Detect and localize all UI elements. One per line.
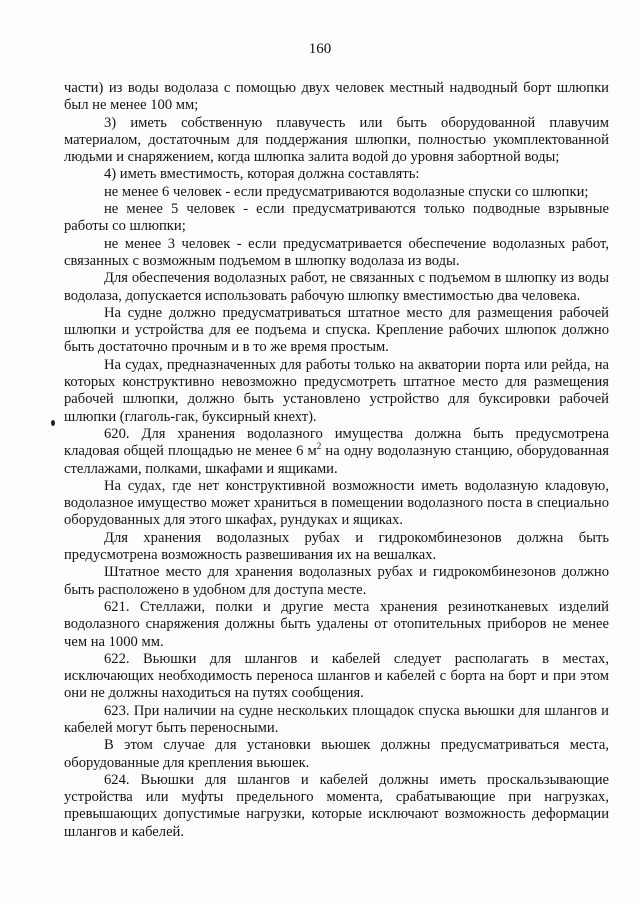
paragraph-621: 621. Стеллажи, полки и другие места хранения резинотканевых изделий водолазного снаряжения должны быть удалены от отопительных приборов не менее чем на 1000 мм. xyxy=(64,598,609,650)
paragraph-hangers: Для хранения водолазных рубах и гидрокомбинезонов должна быть предусмотрена возможность развешивания их на вешалках. xyxy=(64,529,609,564)
paragraph-620-text-end: на одну водолазную станцию, оборудованная стеллажами, полками, шкафами и ящиками. xyxy=(64,443,610,477)
scan-speck xyxy=(51,420,55,426)
paragraph-capacity-3: не менее 3 человек - если предусматривается обеспечение водолазных работ, связанных с возможным подъемом в шлюпку водолаза из воды. xyxy=(64,235,609,269)
paragraph-capacity-6: не менее 6 человек - если предусматриваются водолазные спуски со шлюпки; xyxy=(104,183,589,200)
superscript-2: 2 xyxy=(316,441,322,452)
paragraph-two-person-boat: Для обеспечения водолазных работ, не связанных с подъемом в шлюпку из воды водолаза, допускается использовать рабочую шлюпку вместимостью два человека. xyxy=(64,270,609,304)
paragraph-624: 624. Вьюшки для шлангов и кабелей должны иметь проскальзывающие устройства или муфты предельного момента, срабатывающие при нагрузках, превышающих допустимые нагрузки, которые исключают возможность деформации шлангов и кабелей. xyxy=(64,771,609,840)
paragraph-620 xyxy=(64,426,609,478)
paragraph-buoyancy: 3) иметь собственную плавучесть или быть оборудованной плавучим материалом, достаточным для поддержания шлюпки, полностью укомплектованной людьми и снаряжением, когда шлюпка залита водой до уровня забортной воды; xyxy=(64,114,609,166)
document-body xyxy=(64,80,609,841)
paragraph-620-text: 620. Для хранения водолазного имущества должна быть предусмотрена кладовая общей площадью не менее 6 м xyxy=(64,425,609,460)
paragraph-623: 623. При наличии на судне нескольких площадок спуска вьюшки для шлангов и кабелей могут быть переносными. xyxy=(64,702,609,736)
paragraph-622: 622. Вьюшки для шлангов и кабелей следует располагать в местах, исключающих необходимость переноса шлангов и кабелей с борта на борт и при этом они не должны находиться на путях сообщения. xyxy=(64,650,609,702)
paragraph-reel-mounts: В этом случае для установки вьюшек должны предусматриваться места, оборудованные для крепления вьюшек. xyxy=(64,737,609,771)
paragraph-boat-stowage: На судне должно предусматриваться штатное место для размещения рабочей шлюпки и устройства для ее подъема и спуска. Крепление рабочих шлюпок должно быть достаточно прочным и в то же время простым. xyxy=(64,304,609,356)
paragraph-boat-freeboard: части) из воды водолаза с помощью двух человек местный надводный борт шлюпки был не менее 100 мм; xyxy=(64,80,609,114)
paragraph-towing-device: На судах, предназначенных для работы только на акватории порта или рейда, на которых конструктивно невозможно предусмотреть штатное место для размещения рабочей шлюпки, должно быть установлено устройство для буксировки рабочей шлюпки (глаголь-гак, буксирный кнехт). xyxy=(64,356,609,425)
page-number: 160 xyxy=(308,41,332,57)
paragraph-storage-alternative: На судах, где нет конструктивной возможности иметь водолазную кладовую, водолазное имущество может храниться в помещении водолазного поста в специально оборудованных для этого шкафах, рундуках и ящиках. xyxy=(64,477,609,529)
paragraph-storage-place: Штатное место для хранения водолазных рубах и гидрокомбинезонов должно быть расположено в удобном для доступа месте. xyxy=(64,564,609,598)
paragraph-capacity: 4) иметь вместимость, которая должна составлять: xyxy=(104,166,420,183)
paragraph-capacity-5: не менее 5 человек - если предусматриваются только подводные взрывные работы со шлюпки; xyxy=(64,201,609,235)
